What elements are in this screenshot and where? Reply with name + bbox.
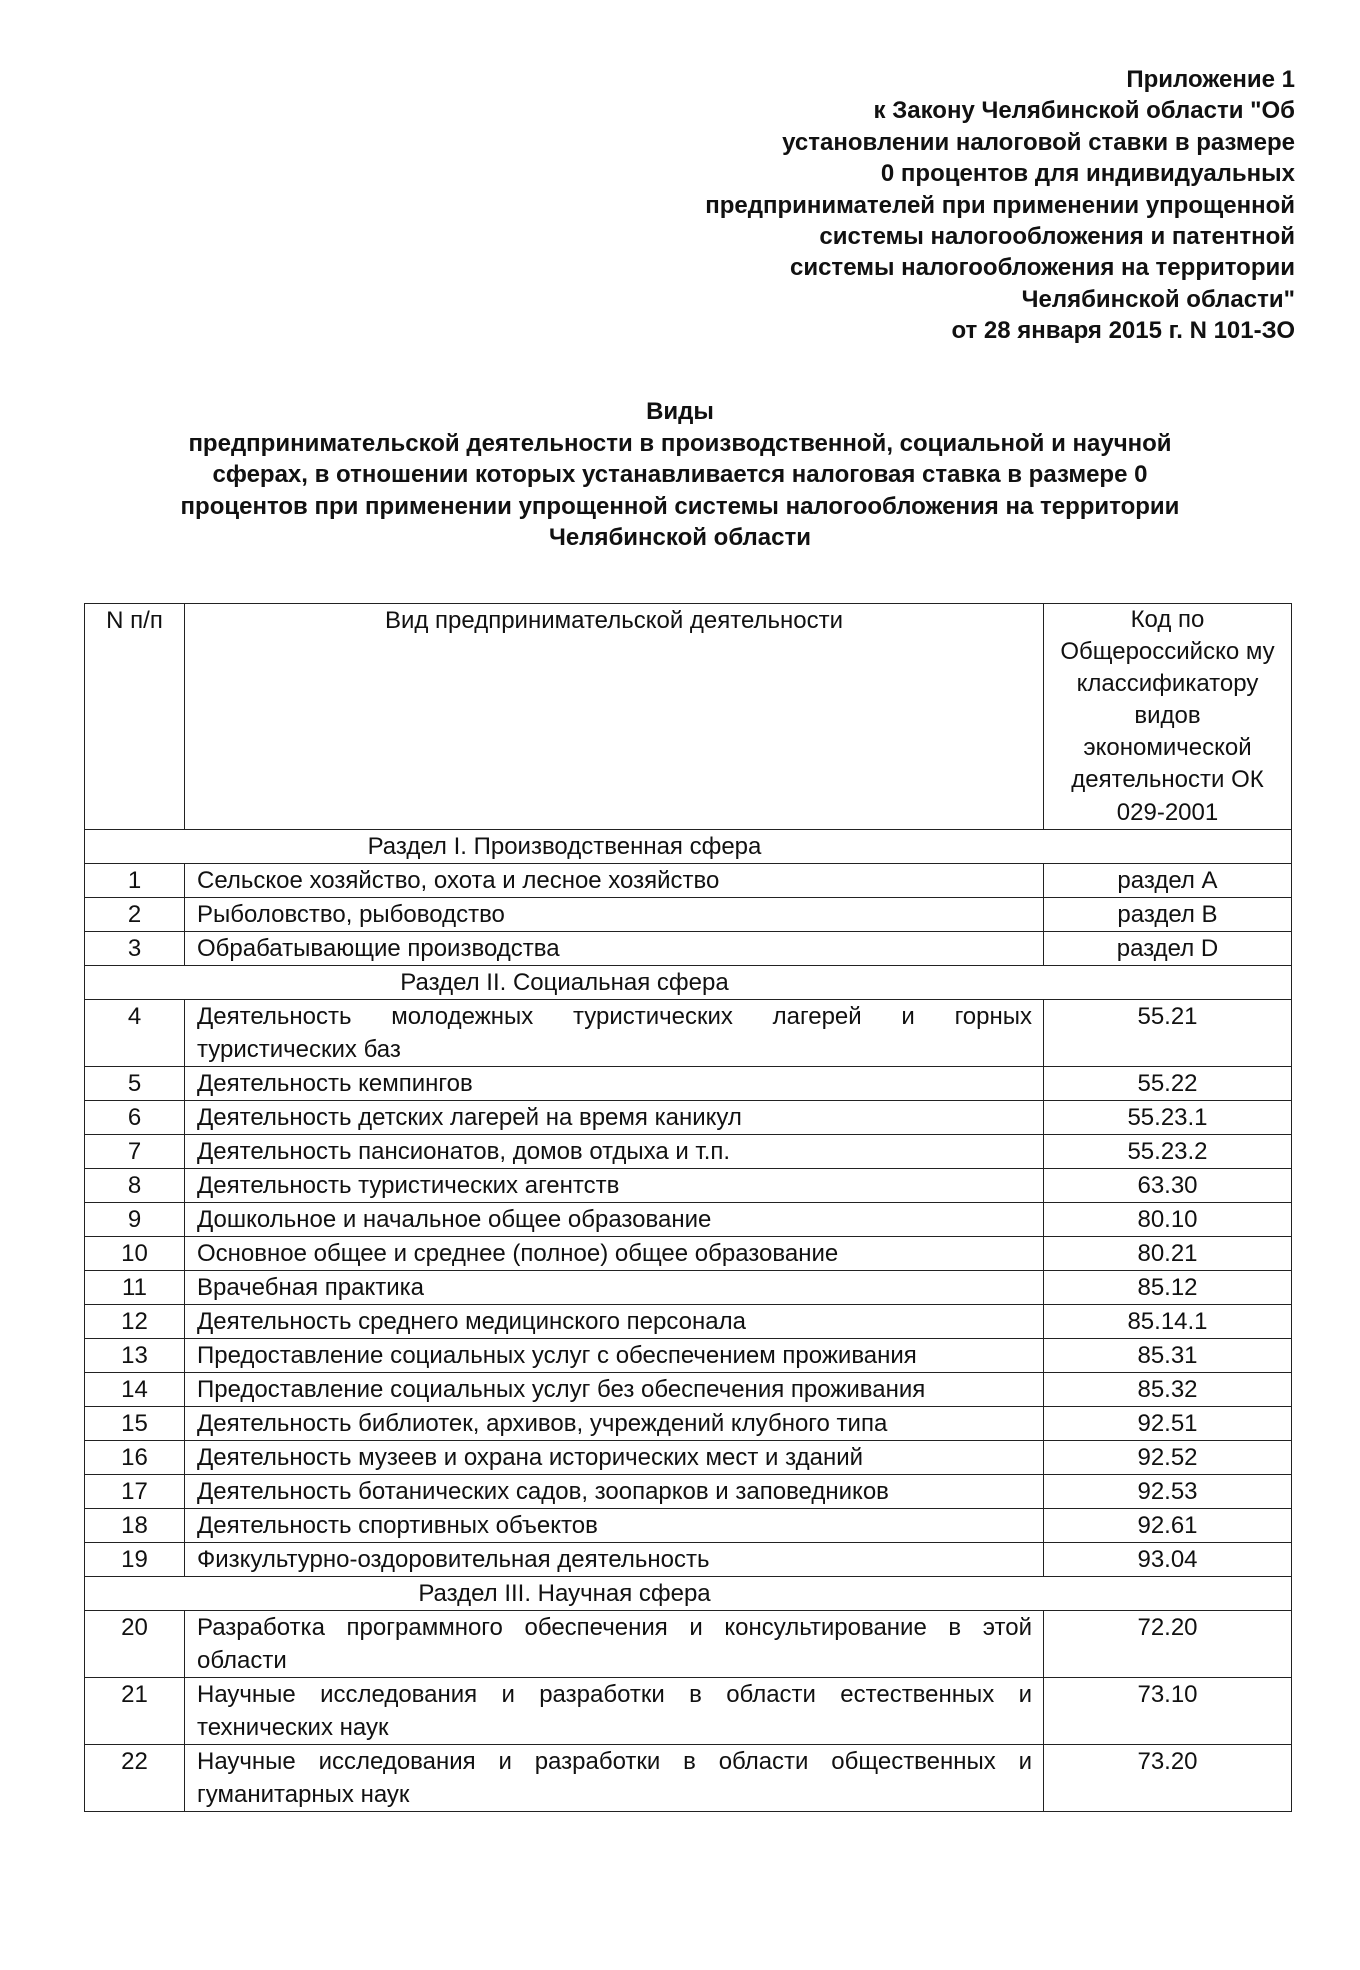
table-row [85,931,1292,965]
row-activity: Деятельность музеев и охрана исторических мест и зданий [185,1440,1044,1474]
section-row [85,965,1292,999]
row-number: 15 [85,1406,185,1440]
appendix-line: 0 процентов для индивидуальных [880,160,1295,188]
row-activity: Деятельность среднего медицинского персонала [185,1304,1044,1338]
row-number: 11 [85,1270,185,1304]
table-row [85,1236,1292,1270]
row-activity: Основное общее и среднее (полное) общее образование [185,1236,1044,1270]
table-row [85,1610,1292,1677]
title-line: сферах, в отношении которых устанавливается налоговая ставка в размере 0 [212,461,1148,488]
row-activity: Деятельность туристических агентств [185,1168,1044,1202]
table-row [85,1744,1292,1811]
row-code: 55.21 [1044,999,1292,1066]
appendix-line: установлении налоговой ставки в размере [782,128,1295,156]
row-code: 55.23.2 [1044,1134,1292,1168]
row-code: 73.20 [1044,1744,1292,1811]
table-row [85,1677,1292,1744]
section-row [85,829,1292,863]
row-activity: Деятельность ботанических садов, зоопарков и заповедников [185,1474,1044,1508]
row-code: 73.10 [1044,1677,1292,1744]
row-number: 5 [85,1066,185,1100]
table-row [85,1474,1292,1508]
row-number: 13 [85,1338,185,1372]
appendix-line: системы налогообложения и патентной [819,223,1295,251]
row-code: 93.04 [1044,1542,1292,1576]
row-number: 4 [85,999,185,1066]
row-activity: Дошкольное и начальное общее образование [185,1202,1044,1236]
table-row [85,1440,1292,1474]
row-code: 85.14.1 [1044,1304,1292,1338]
row-activity: Деятельность кемпингов [185,1066,1044,1100]
title-line: Виды [646,398,714,425]
row-number: 19 [85,1542,185,1576]
row-activity: Предоставление социальных услуг без обеспечения проживания [185,1372,1044,1406]
section-title [85,965,1292,999]
row-number: 17 [85,1474,185,1508]
document-title [80,396,1280,554]
table-row [85,1100,1292,1134]
row-activity: Научные исследования и разработки в области естественных и технических наук [185,1677,1044,1744]
table-row [85,1304,1292,1338]
header-activity-cell [185,604,1044,830]
row-code: 92.53 [1044,1474,1292,1508]
row-number: 6 [85,1100,185,1134]
table-row [85,1270,1292,1304]
row-code: 92.61 [1044,1508,1292,1542]
row-number: 8 [85,1168,185,1202]
row-code: 55.22 [1044,1066,1292,1100]
title-line: процентов при применении упрощенной системы налогообложения на территории [180,492,1180,520]
row-number: 12 [85,1304,185,1338]
row-code: 63.30 [1044,1168,1292,1202]
row-number: 16 [85,1440,185,1474]
table-row [85,863,1292,897]
row-activity: Рыболовство, рыбоводство [185,897,1044,931]
row-code: 92.51 [1044,1406,1292,1440]
table-row [85,1202,1292,1236]
row-code: 85.32 [1044,1372,1292,1406]
row-activity: Врачебная практика [185,1270,1044,1304]
section-title-text: Раздел I. Производственная сфера [367,832,762,860]
row-number: 9 [85,1202,185,1236]
row-activity: Предоставление социальных услуг с обеспечением проживания [185,1338,1044,1372]
appendix-line: Приложение 1 [1126,66,1295,93]
appendix-line: предпринимателей при применении упрощенной [705,191,1295,219]
row-activity: Деятельность детских лагерей на время каникул [185,1100,1044,1134]
table-row [85,1168,1292,1202]
appendix-line: Челябинской области" [1021,285,1295,313]
row-code: раздел A [1044,863,1292,897]
row-code: 85.31 [1044,1338,1292,1372]
appendix-line: системы налогообложения на территории [789,254,1295,282]
row-number: 3 [85,931,185,965]
section-title-text: Раздел II. Социальная сфера [400,968,729,996]
activity-table [84,603,1292,1812]
title-line: Челябинской области [549,524,811,551]
table-header-row [85,604,1292,830]
row-code: раздел B [1044,897,1292,931]
header-num-cell [85,604,185,830]
row-number: 22 [85,1744,185,1811]
table-row [85,1406,1292,1440]
row-number: 21 [85,1677,185,1744]
header-activity: Вид предпринимательской деятельности [384,607,844,634]
appendix-line: к Закону Челябинской области "Об [873,97,1295,125]
row-code: 92.52 [1044,1440,1292,1474]
section-title-text: Раздел III. Научная сфера [418,1579,711,1607]
table-row [85,1338,1292,1372]
row-number: 1 [85,863,185,897]
row-code: 55.23.1 [1044,1100,1292,1134]
row-number: 14 [85,1372,185,1406]
row-activity: Научные исследования и разработки в области общественных и гуманитарных наук [185,1744,1044,1811]
row-activity: Обрабатывающие производства [185,931,1044,965]
row-activity: Деятельность библиотек, архивов, учреждений клубного типа [185,1406,1044,1440]
section-title [85,1576,1292,1610]
table-row [85,1508,1292,1542]
header-code: Код по Общероссийско му классификатору видов экономической деятельности ОК 029-2001 [1060,606,1275,826]
row-code: 85.12 [1044,1270,1292,1304]
header-code-cell [1044,604,1292,830]
table-row [85,1372,1292,1406]
row-activity: Деятельность спортивных объектов [185,1508,1044,1542]
table-row [85,1542,1292,1576]
row-number: 2 [85,897,185,931]
title-line: предпринимательской деятельности в производственной, социальной и научной [188,429,1172,457]
section-row [85,1576,1292,1610]
row-activity: Сельское хозяйство, охота и лесное хозяйство [185,863,1044,897]
header-num: N п/п [106,607,163,634]
section-title [85,829,1292,863]
row-activity: Разработка программного обеспечения и консультирование в этой области [185,1610,1044,1677]
row-code: 80.10 [1044,1202,1292,1236]
row-activity: Деятельность молодежных туристических лагерей и горных туристических баз [185,999,1044,1066]
row-number: 10 [85,1236,185,1270]
appendix-header [575,64,1295,347]
appendix-line: от 28 января 2015 г. N 101-ЗО [951,317,1295,345]
row-number: 7 [85,1134,185,1168]
table-row [85,1066,1292,1100]
table-row [85,1134,1292,1168]
row-activity: Физкультурно-оздоровительная деятельность [185,1542,1044,1576]
row-number: 18 [85,1508,185,1542]
row-code: 72.20 [1044,1610,1292,1677]
row-code: раздел D [1044,931,1292,965]
table-row [85,897,1292,931]
row-number: 20 [85,1610,185,1677]
row-activity: Деятельность пансионатов, домов отдыха и т.п. [185,1134,1044,1168]
table-row [85,999,1292,1066]
row-code: 80.21 [1044,1236,1292,1270]
